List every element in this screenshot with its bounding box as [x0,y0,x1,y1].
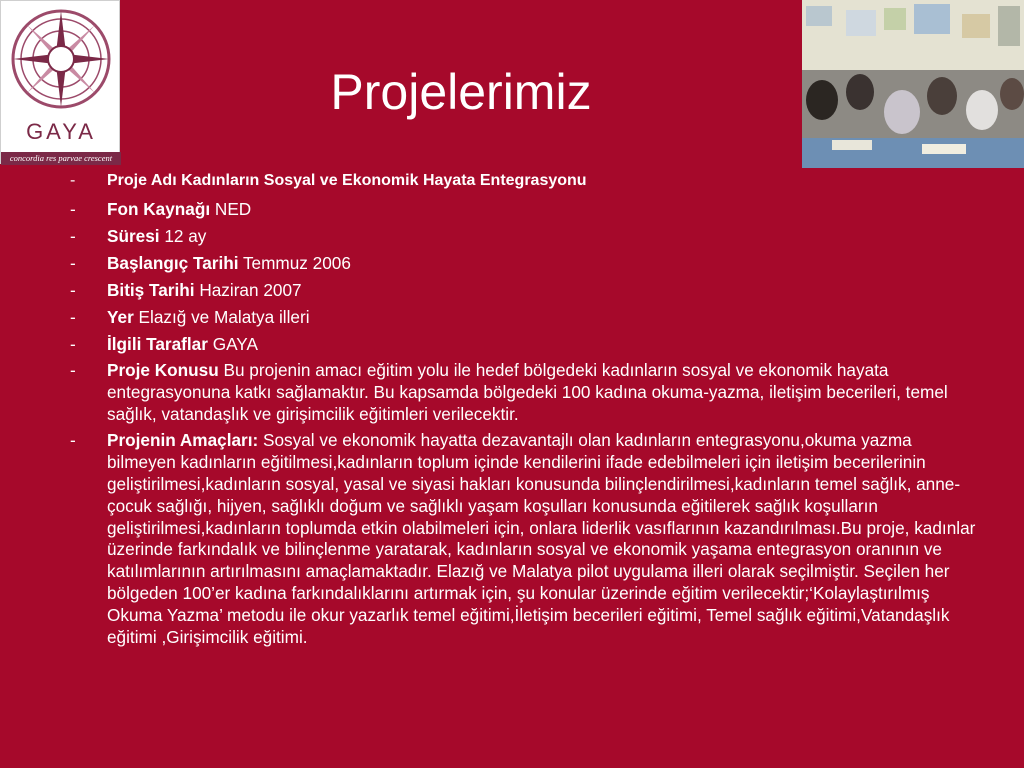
item-value: Sosyal ve ekonomik hayatta dezavantajlı olan kadınların entegrasyonu,okuma yazma bilmeyen kadınların eğitilmesi,kadınların toplum içinde kendilerini ifade edebilmeleri için iletişim becerilerinin geliştirilmesi,kadınların sosyal, yasal ve siyasi hakları konusunda bilinçlendirilmesi,kadınların temel sağlık, anne-çocuk sağlığı, hijyen, sağlıklı doğum ve sağlıklı yaşam koşulları konusunda eğitilerek sağlık koşulların geliştirilmesi,kadınların toplumda etkin olabilmeleri için, onlara liderlik vasıflarının kazandırılması.Bu proje, kadınlar üzerinde farkındalık ve bilinçlenme yaratarak, kadınların sosyal ve ekonomik yaşama entegrasyon oranının ve katılımlarının artırılmasını amaçlamaktadır. Elazığ ve Malatya pilot uygulama illeri olarak seçilmiştir. Seçilen her bölgeden 100’er kadına farkındalıklarını artırmak için, şu konular üzerinde eğitim verilecektir;‘Kolaylaştırılmış Okuma Yazma’ metodu ile okur yazarlık temel eğitimi,İletişim becerileri eğitimi, Temel sağlık eğitimi,Vatandaşlık eğitimi ,Girişimcilik eğitimi. [107,430,976,647]
item-label: Başlangıç Tarihi [107,253,239,273]
list-item: - Yer Elazığ ve Malatya illeri [70,307,310,327]
project-details-list [62,170,977,653]
list-item: - Proje Adı Kadınların Sosyal ve Ekonomik Hayata Entegrasyonu [70,172,587,189]
compass-rose-icon [9,7,113,111]
item-value: 12 ay [159,226,207,246]
item-label: Fon Kaynağı [107,199,211,219]
item-label: Proje Adı Kadınların Sosyal ve Ekonomik Hayata Entegrasyonu [107,172,587,189]
list-item: - Fon Kaynağı NED [70,199,252,219]
item-label: Projenin Amaçları: [107,430,259,451]
item-value: Temmuz 2006 [238,253,351,273]
page-title: Projelerimiz [330,64,592,120]
item-label: Proje Konusu [107,360,219,380]
list-item: - İlgili Taraflar GAYA [70,334,258,354]
gaya-logo [0,0,120,164]
item-label: Yer [107,307,134,327]
item-label: Süresi [107,226,160,246]
item-value: Haziran 2007 [194,280,302,300]
list-item: - Bitiş Tarihi Haziran 2007 [70,280,302,300]
list-item: - Süresi 12 ay [70,226,207,246]
list-item: - Başlangıç Tarihi Temmuz 2006 [70,253,351,273]
item-value: Elazığ ve Malatya illeri [133,307,310,327]
list-item: - Proje Konusu Bu projenin amacı eğitim yolu ile hedef bölgedeki kadınların sosyal ve ekonomik hayata entegrasyonuna katkı sağlamaktır. Bu kapsamda bölgedeki 100 kadına okuma-yazma, iletişim becerileri, temel sağlık, vatandaşlık ve girişimcilik eğitimleri verilecektir. [70,360,948,424]
item-value: NED [210,199,252,219]
logo-name: GAYA [26,119,96,144]
item-value: Bu projenin amacı eğitim yolu ile hedef bölgedeki kadınların sosyal ve ekonomik hayata entegrasyonuna katkı sağlamaktır. Bu kapsamda bölgedeki 100 kadına okuma-yazma, iletişim becerileri, temel sağlık, vatandaşlık ve girişimcilik eğitimleri verilecektir. [107,360,948,424]
list-item: - Projenin Amaçları: Sosyal ve ekonomik hayatta dezavantajlı olan kadınların entegrasyonu,okuma yazma bilmeyen kadınların eğitilmesi,kadınların toplum içinde kendilerini ifade edebilmeleri için iletişim becerilerinin geliştirilmesi,kadınların sosyal, yasal ve siyasi hakları konusunda bilinçlendirilmesi,kadınların temel sağlık, anne-çocuk sağlığı, hijyen, sağlıklı doğum ve sağlıklı yaşam koşulları konusunda eğitilerek sağlık koşulların geliştirilmesi,kadınların toplumda etkin olabilmeleri için, onlara liderlik vasıflarının kazandırılması.Bu proje, kadınlar üzerinde farkındalık ve bilinçlenme yaratarak, kadınların sosyal ve ekonomik yaşama entegrasyon oranının ve katılımlarının artırılmasını amaçlamaktadır. Elazığ ve Malatya pilot uygulama illeri olarak seçilmiştir. Seçilen her bölgeden 100’er kadına farkındalıklarını artırmak için, şu konular üzerinde eğitim verilecektir;‘Kolaylaştırılmış Okuma Yazma’ metodu ile okur yazarlık temel eğitimi,İletişim becerileri eğitimi, Temel sağlık eğitimi,Vatandaşlık eğitimi ,Girişimcilik eğitimi. [70,430,976,647]
item-label: İlgili Taraflar [107,334,208,354]
logo-motto: concordia res parvae crescent [1,152,121,165]
classroom-photo [802,0,1024,168]
item-label: Bitiş Tarihi [107,280,195,300]
item-value: GAYA [207,334,258,354]
